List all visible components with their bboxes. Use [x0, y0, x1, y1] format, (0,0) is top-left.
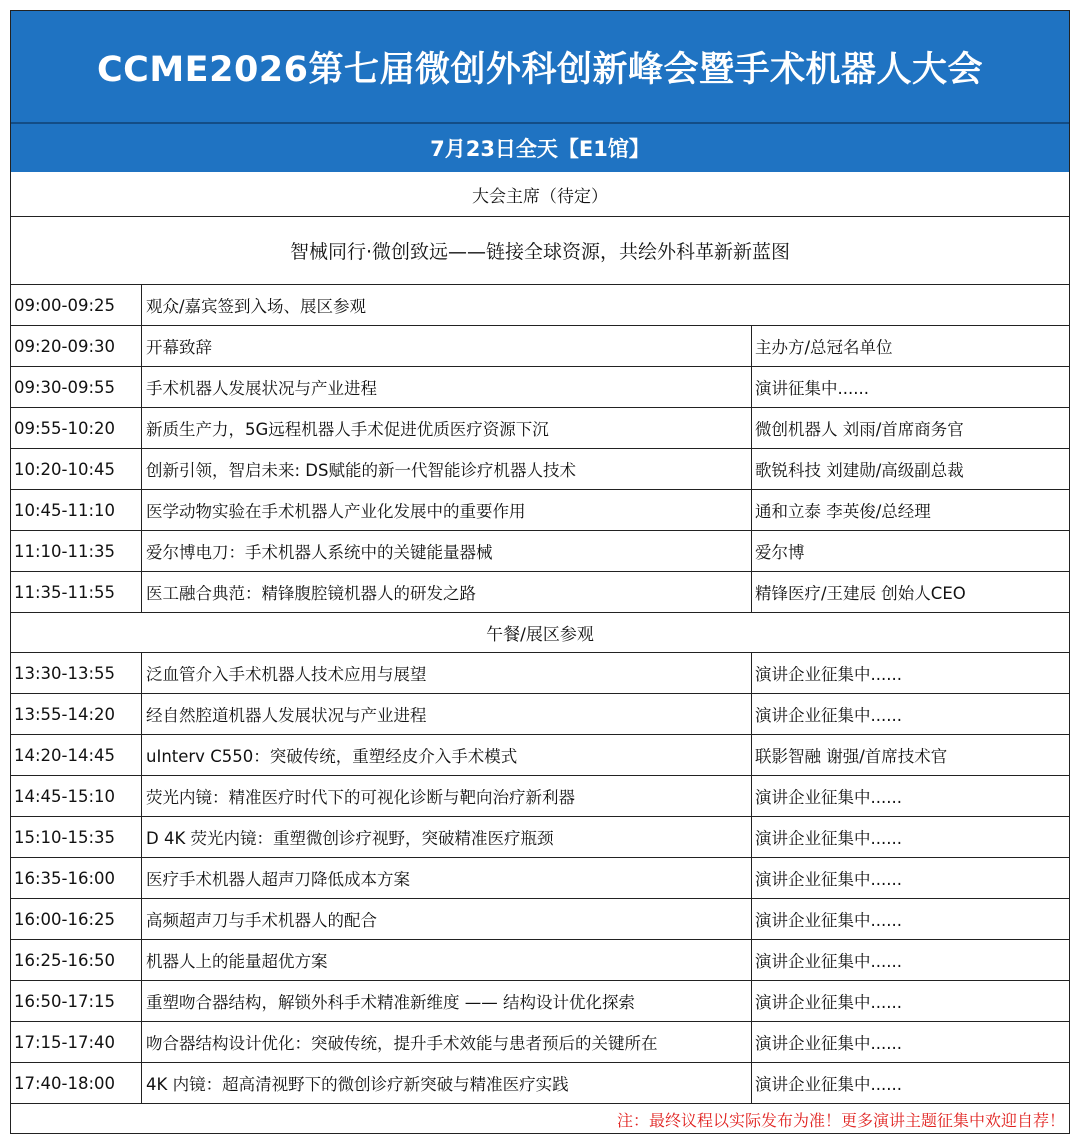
schedule-row	[11, 653, 1069, 694]
session-topic: 经自然腔道机器人发展状况与产业进程	[146, 706, 427, 725]
session-speaker: 主办方/总冠名单位	[751, 326, 1069, 366]
session-speaker: 爱尔博	[751, 531, 1069, 571]
session-time: 09:00-09:25	[11, 285, 142, 325]
session-speaker: 微创机器人 刘雨/首席商务官	[751, 408, 1069, 448]
session-topic: uInterv C550：突破传统，重塑经皮介入手术模式	[146, 747, 518, 766]
session-time: 09:55-10:20	[11, 408, 142, 448]
session-speaker: 演讲企业征集中......	[751, 940, 1069, 980]
session-topic: 新质生产力，5G远程机器人手术促进优质医疗资源下沉	[146, 420, 549, 439]
session-topic: 医工融合典范：精锋腹腔镜机器人的研发之路	[146, 584, 476, 603]
session-topic: 医学动物实验在手术机器人产业化发展中的重要作用	[146, 502, 526, 521]
session-time: 15:10-15:35	[11, 817, 142, 857]
schedule-row	[11, 490, 1069, 531]
session-topic: 创新引领，智启未来: DS赋能的新一代智能诊疗机器人技术	[146, 461, 576, 480]
schedule-row	[11, 572, 1069, 613]
session-topic: 荧光内镜：精准医疗时代下的可视化诊断与靶向治疗新利器	[146, 788, 575, 807]
session-time: 10:45-11:10	[11, 490, 142, 530]
session-time: 16:00-16:25	[11, 899, 142, 939]
session-speaker: 演讲企业征集中......	[751, 981, 1069, 1021]
session-time: 16:35-16:00	[11, 858, 142, 898]
session-time: 16:25-16:50	[11, 940, 142, 980]
schedule-row	[11, 694, 1069, 735]
session-speaker: 演讲企业征集中......	[751, 653, 1069, 693]
session-speaker: 精锋医疗/王建辰 创始人CEO	[751, 572, 1069, 612]
session-topic: 爱尔博电刀：手术机器人系统中的关键能量器械	[146, 543, 493, 562]
day-header: 7月23日全天【E1馆】	[11, 122, 1069, 172]
session-time: 11:10-11:35	[11, 531, 142, 571]
session-topic: 机器人上的能量超优方案	[146, 952, 328, 971]
session-time: 14:45-15:10	[11, 776, 142, 816]
theme-row: 智械同行·微创致远——链接全球资源，共绘外科革新新蓝图	[11, 217, 1069, 285]
session-time: 13:30-13:55	[11, 653, 142, 693]
session-topic: 观众/嘉宾签到入场、展区参观	[146, 297, 367, 316]
schedule-row	[11, 1063, 1069, 1104]
schedule-row	[11, 408, 1069, 449]
session-speaker: 演讲企业征集中......	[751, 776, 1069, 816]
schedule-row	[11, 858, 1069, 899]
schedule-row	[11, 285, 1069, 326]
session-topic: 4K 内镜：超高清视野下的微创诊疗新突破与精准医疗实践	[146, 1075, 569, 1094]
session-speaker: 演讲企业征集中......	[751, 858, 1069, 898]
session-topic: D 4K 荧光内镜：重塑微创诊疗视野，突破精准医疗瓶颈	[146, 829, 554, 848]
schedule-row	[11, 531, 1069, 572]
session-time: 09:30-09:55	[11, 367, 142, 407]
page-title: CCME2026第七届微创外科创新峰会暨手术机器人大会	[11, 11, 1069, 122]
footer-note: 注：最终议程以实际发布为准！更多演讲主题征集中欢迎自荐！	[616, 1110, 1065, 1130]
session-speaker: 联影智融 谢强/首席技术官	[751, 735, 1069, 775]
agenda-sheet	[10, 10, 1070, 1134]
session-time: 17:40-18:00	[11, 1063, 142, 1103]
session-topic: 手术机器人发展状况与产业进程	[146, 379, 377, 398]
session-time: 11:35-11:55	[11, 572, 142, 612]
session-time: 09:20-09:30	[11, 326, 142, 366]
session-speaker: 演讲企业征集中......	[751, 1063, 1069, 1103]
session-speaker: 演讲企业征集中......	[751, 1022, 1069, 1062]
schedule-row	[11, 940, 1069, 981]
lunch-row: 午餐/展区参观	[11, 612, 1069, 653]
session-time: 17:15-17:40	[11, 1022, 142, 1062]
session-speaker: 通和立泰 李英俊/总经理	[751, 490, 1069, 530]
schedule-row	[11, 1022, 1069, 1063]
session-topic: 吻合器结构设计优化：突破传统，提升手术效能与患者预后的关键所在	[146, 1034, 658, 1053]
session-time: 13:55-14:20	[11, 694, 142, 734]
session-speaker: 演讲企业征集中......	[751, 899, 1069, 939]
schedule-row	[11, 776, 1069, 817]
session-speaker: 演讲征集中......	[751, 367, 1069, 407]
session-time: 14:20-14:45	[11, 735, 142, 775]
session-speaker: 歌锐科技 刘建勋/高级副总裁	[751, 449, 1069, 489]
session-speaker: 演讲企业征集中......	[751, 817, 1069, 857]
schedule-row	[11, 981, 1069, 1022]
session-topic: 医疗手术机器人超声刀降低成本方案	[146, 870, 410, 889]
schedule-row	[11, 367, 1069, 408]
session-topic: 重塑吻合器结构，解锁外科手术精准新维度 —— 结构设计优化探索	[146, 993, 635, 1012]
schedule-row	[11, 899, 1069, 940]
session-time: 16:50-17:15	[11, 981, 142, 1021]
session-speaker: 演讲企业征集中......	[751, 694, 1069, 734]
session-time: 10:20-10:45	[11, 449, 142, 489]
schedule-row	[11, 735, 1069, 776]
session-topic: 开幕致辞	[146, 338, 212, 357]
chair-row: 大会主席（待定）	[11, 172, 1069, 217]
session-topic: 高频超声刀与手术机器人的配合	[146, 911, 377, 930]
session-topic: 泛血管介入手术机器人技术应用与展望	[146, 665, 427, 684]
schedule-row	[11, 326, 1069, 367]
schedule-row	[11, 817, 1069, 858]
schedule-row	[11, 449, 1069, 490]
